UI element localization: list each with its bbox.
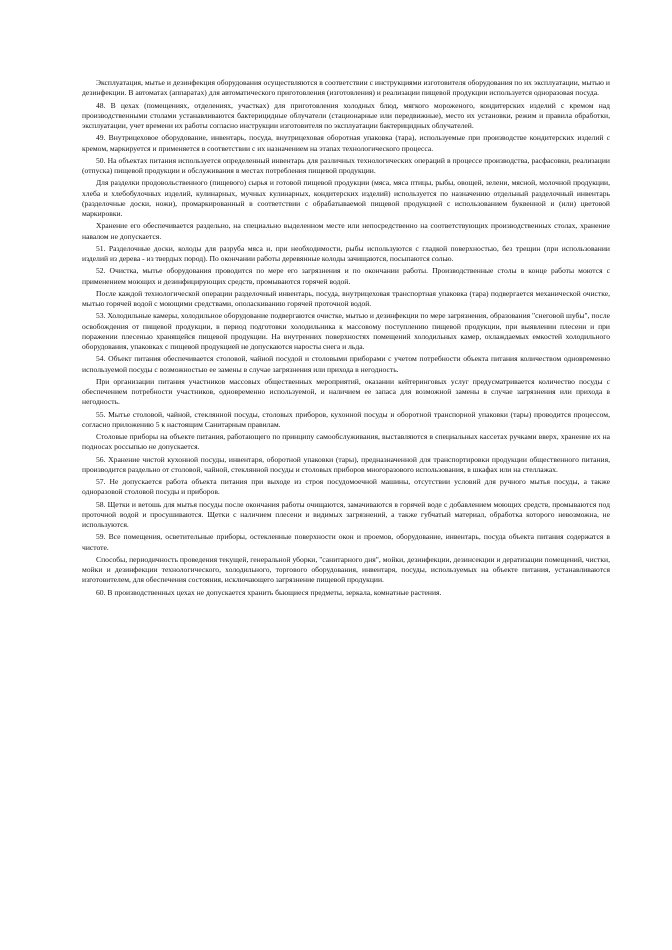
document-page (82, 78, 610, 600)
paragraph: 59. Все помещения, осветительные приборы, остекленные поверхности окон и проемов, оборудование, инвентарь, посуда объекта питания содержатся в чистоте. (82, 532, 610, 552)
paragraph: Способы, периодичность проведения текущей, генеральной уборки, "санитарного дня", мойки, дезинфекции, дезинсекции и дератизации помещений, чистки, мойки и дезинфекции технологического, холодильного, торгового оборудования, инвентаря, посуды, используемых на объекте питания, устанавливаются изготовителем, для обеспечения состояния, исключающего загрязнение пищевой продукции. (82, 554, 610, 585)
paragraph: 49. Внутрицеховое оборудование, инвентарь, посуда, внутрицеховая оборотная упаковка (тара), используемые при производстве кондитерских изделий с кремом, маркируется и применяется в соответствии с их назначением на этапах технологического процесса. (82, 133, 610, 153)
paragraph: 60. В производственных цехах не допускается хранить бьющиеся предметы, зеркала, комнатные растения. (96, 587, 442, 597)
paragraph: 55. Мытье столовой, чайной, стеклянной посуды, столовых приборов, кухонной посуды и оборотной транспорной упаковки (тары) проводится процессом, согласно приложению 5 к настоящим Санитарным правилам. (82, 409, 610, 429)
paragraph: Для разделки продовольственного (пищевого) сырья и готовой пищевой продукции (мяса, мяса птицы, рыбы, овощей, зелени, мясной, молочной продукции, хлеба и хлебобулочных изделий, кулинарных, мучных кулинарных, кондитерских изделий) используется по назначению отдельный разделочный инвентарь (разделочные доски, ножи), промаркированный в соответствии с обрабатываемой пищевой продукцией с использованием буквенной и (или) цветовой маркировки. (82, 178, 610, 218)
paragraph: 48. В цехах (помещениях, отделениях, участках) для приготовления холодных блюд, мягкого мороженого, кондитерских изделий с кремом над производственными столами устанавливаются бактерицидные облучатели (стационарные или передвижные), место их установки, режим и правила обработки, эксплуатации, учет времени их работы согласно инструкции изготовителя по эксплуатации бактерицидных облучателей. (82, 100, 610, 130)
paragraph: 51. Разделочные доски, колоды для разруба мяса и, при необходимости, рыбы используются с гладкой поверхностью, без трещин (при использовании изделий из дерева - из твердых пород). По окончании работы деревянные колоды зачищаются, посыпаются солью. (82, 243, 610, 263)
paragraph: 56. Хранение чистой кухонной посуды, инвентаря, оборотной упаковки (тары), предназначенной для транспортировки продукции общественного питания, производится раздельно от столовой, чайной, стеклянной посуды и столовых приборов многоразового использования, в шкафах или на стеллажах. (82, 454, 610, 474)
paragraph: 58. Щетки и ветошь для мытья посуды после окончания работы очищаются, замачиваются в горячей воде с добавлением моющих средств, промываются под проточной водой и просушиваются. Щетки с наличием плесени и видимых загрязнений, а также губчатый материал, обработка которого невозможна, не используются. (82, 499, 610, 529)
paragraph: 54. Объект питания обеспечивается столовой, чайной посудой и столовыми приборами с учетом потребности объекта питания количеством одновременно используемой посуды с возможностью ее замены в случае загрязнения или прихода в негодность. (82, 354, 610, 374)
paragraph: 52. Очистка, мытье оборудования проводится по мере его загрязнения и по окончании работы. Производственные столы в конце работы моются с применением моющих и дезинфицирующих средств, промываются горячей водой. (82, 266, 610, 286)
paragraph: 53. Холодильные камеры, холодильное оборудование подвергаются очистке, мытью и дезинфекции по мере загрязнения, образования "снеговой шубы", после освобождения от пищевой продукции, в период подготовки холодильника к массовому поступлению пищевой продукции, при выявлении плесени и при поражении плесенью хранящейся пищевой продукции. На внутренних поверхностях помещений холодильных камер, охлаждаемых емкостей холодильного оборудования, упаковках с пищевой продукцией не допускаются наросты снега и льда. (82, 311, 610, 351)
paragraph: Эксплуатация, мытье и дезинфекция оборудования осуществляются в соответствии с инструкциями изготовителя оборудования по их эксплуатации, мытью и дезинфекции. В автоматах (аппаратах) для автоматического приготовления (изготовления) и реализации пищевой продукции используется одноразовая посуда. (82, 78, 610, 98)
paragraph: После каждой технологической операции разделочный инвентарь, посуда, внутрицеховая транспортная упаковка (тара) подвергается механической очистке, мытью горячей водой с моющими средствами, ополаскиванию горячей проточной водой. (82, 288, 610, 308)
paragraph: 50. На объектах питания используется определенный инвентарь для различных технологических операций в процессе производства, расфасовки, реализации (отпуска) пищевой продукции и обслуживания в местах потребления пищевой продукции. (82, 155, 610, 175)
paragraph: Хранение его обеспечивается раздельно, на специально выделенном месте или непосредственно на соответствующих производственных столах, хранение навалом не допускается. (82, 221, 610, 241)
paragraph: Столовые приборы на объекте питания, работающего по принципу самообслуживания, выставляются в специальных кассетах ручками вверх, хранение их на подносах россыпью не допускается. (82, 432, 610, 452)
paragraph: 57. Не допускается работа объекта питания при выходе из строя посудомоечной машины, отсутствии условий для ручного мытья посуды, а также одноразовой столовой посуды и приборов. (82, 477, 610, 497)
paragraph: При организации питания участников массовых общественных мероприятий, оказании кейтеринговых услуг предусматривается количество посуды с обеспечением потребности участников, одновременно используемой, и наличием ее запаса для возможной замены в случае загрязнения или прихода в негодность. (82, 376, 610, 407)
